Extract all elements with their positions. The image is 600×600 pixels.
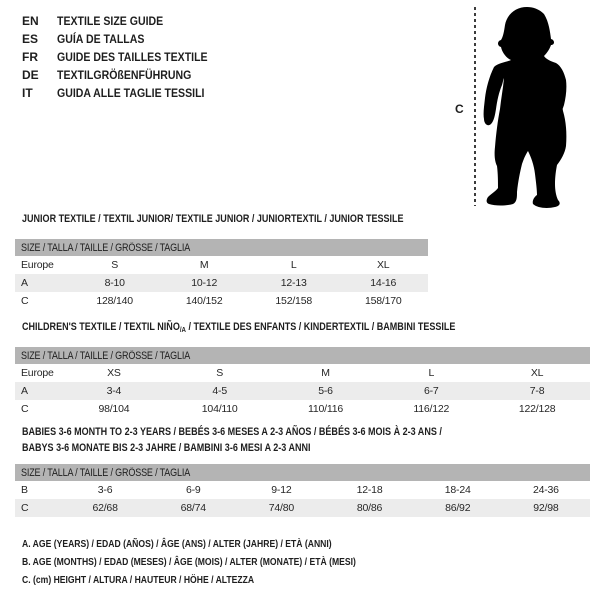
cell: 128/140: [96, 295, 133, 307]
lang-title: GUÍA DE TALLAS: [57, 32, 145, 46]
cell: S: [216, 367, 224, 379]
cell: S: [111, 259, 119, 271]
cell: XL: [530, 367, 544, 379]
lang-code: FR: [22, 50, 38, 64]
height-measure-label: C: [455, 102, 464, 116]
babies-title-line1: BABIES 3-6 MONTH TO 2-3 YEARS / BEBÉS 3-6 MESES A 2-3 AÑOS / BÉBÉS 3-6 MOIS À 2-3 ANS /: [22, 426, 442, 438]
lang-title: TEXTILE SIZE GUIDE: [57, 14, 164, 28]
legend: [22, 535, 429, 589]
size-header-text: SIZE / TALLA / TAILLE / GRÖSSE / TAGLIA: [21, 466, 191, 479]
size-header-bar: [15, 239, 428, 256]
cell: 14-16: [338, 274, 428, 292]
legend-line-c: [22, 571, 429, 589]
height-dotted-line: [474, 7, 476, 206]
cell: 122/128: [518, 403, 556, 415]
language-header: [22, 12, 228, 102]
cell: 7-8: [484, 382, 590, 400]
lang-title: GUIDA ALLE TAGLIE TESSILI: [57, 86, 205, 100]
lang-code: ES: [22, 32, 39, 46]
cell: 4-5: [167, 382, 273, 400]
lang-row-fr: [22, 48, 228, 66]
children-title-sub: /A: [179, 325, 186, 334]
cell: 152/158: [275, 295, 312, 307]
cell: 104/110: [201, 403, 238, 415]
junior-size-table: [15, 239, 428, 310]
row-label: A: [15, 382, 61, 400]
size-header-row: [15, 464, 590, 481]
table-row-height: [15, 400, 590, 418]
cell: L: [428, 367, 435, 379]
lang-code: IT: [22, 86, 33, 100]
lang-row-es: [22, 30, 228, 48]
cell: 140/152: [185, 295, 223, 307]
cell: 86/92: [414, 499, 502, 517]
babies-title-line2: BABYS 3-6 MONATE BIS 2-3 JAHRE / BAMBINI 3-6 MESI A 2-3 ANNI: [22, 442, 311, 454]
size-header-bar: [15, 347, 590, 364]
junior-title-text: JUNIOR TEXTILE / TEXTIL JUNIOR/ TEXTILE JUNIOR / JUNIORTEXTIL / JUNIOR TESSILE: [22, 213, 404, 225]
lang-code: DE: [22, 68, 39, 82]
junior-section-title: [22, 213, 487, 225]
cell: XL: [377, 259, 390, 271]
cell: 68/74: [149, 499, 237, 517]
lang-title: TEXTILGRÖßENFÜHRUNG: [57, 68, 192, 82]
cell: 9-12: [271, 484, 292, 496]
cell: 116/122: [413, 403, 450, 415]
cell: 110/116: [307, 403, 343, 415]
lang-row-en: [22, 12, 228, 30]
cell: L: [290, 259, 297, 271]
size-header-bar: [15, 464, 590, 481]
lang-code: EN: [22, 14, 39, 28]
cell: XS: [107, 367, 121, 379]
lang-row-de: [22, 66, 228, 84]
cell: 12-13: [249, 274, 339, 292]
cell: 62/68: [61, 499, 149, 517]
cell: 5-6: [273, 382, 379, 400]
cell: 10-12: [159, 274, 249, 292]
cell: 24-36: [532, 484, 559, 496]
babies-section-title: [22, 424, 534, 456]
cell: 158/170: [364, 295, 402, 307]
legend-text-b: B. AGE (MONTHS) / EDAD (MESES) / ÂGE (MOIS) / ALTER (MONATE) / ETÀ (MESI): [22, 556, 356, 568]
children-title-after: / TEXTILE DES ENFANTS / KINDERTEXTIL / BAMBINI TESSILE: [185, 321, 456, 333]
lang-row-it: [22, 84, 228, 102]
size-header-text: SIZE / TALLA / TAILLE / GRÖSSE / TAGLIA: [21, 349, 191, 362]
table-row-age: [15, 382, 590, 400]
cell: 3-6: [97, 484, 113, 496]
row-label: A: [15, 274, 70, 292]
cell: 6-7: [378, 382, 484, 400]
height-measure-figure: [440, 0, 600, 215]
size-header-row: [15, 347, 590, 364]
legend-line-b: [22, 553, 429, 571]
cell: 3-4: [61, 382, 167, 400]
size-header-row: [15, 239, 428, 256]
row-label: Europe: [21, 367, 54, 379]
cell: 92/98: [502, 499, 590, 517]
children-title-before: CHILDREN'S TEXTILE / TEXTIL NIÑO: [22, 321, 180, 333]
children-size-table: [15, 347, 590, 418]
table-row-height: [15, 499, 590, 517]
size-header-text: SIZE / TALLA / TAILLE / GRÖSSE / TAGLIA: [21, 241, 191, 254]
table-row-age-months: [15, 481, 590, 499]
row-label: B: [21, 484, 28, 496]
cell: 98/104: [98, 403, 130, 415]
cell: 74/80: [237, 499, 325, 517]
cell: 18-24: [444, 484, 471, 496]
row-label: Europe: [21, 259, 54, 271]
cell: 8-10: [70, 274, 160, 292]
toddler-silhouette-icon: [482, 4, 594, 210]
legend-text-c: C. (cm) HEIGHT / ALTURA / HAUTEUR / HÖHE / ALTEZZA: [22, 574, 255, 586]
row-label: C: [15, 499, 61, 517]
cell: 6-9: [185, 484, 201, 496]
children-section-title: [22, 321, 551, 334]
table-row-europe: [15, 364, 590, 382]
row-label: C: [21, 403, 29, 415]
table-row-age: [15, 274, 428, 292]
children-title-text: [22, 321, 455, 334]
cell: 80/86: [325, 499, 413, 517]
cell: M: [199, 259, 209, 271]
cell: 12-18: [356, 484, 383, 496]
legend-line-a: [22, 535, 429, 553]
row-label: C: [21, 295, 29, 307]
babies-size-table: [15, 464, 590, 517]
table-row-europe: [15, 256, 428, 274]
cell: M: [321, 367, 330, 379]
legend-text-a: A. AGE (YEARS) / EDAD (AÑOS) / ÂGE (ANS) / ALTER (JAHRE) / ETÀ (ANNI): [22, 538, 332, 550]
table-row-height: [15, 292, 428, 310]
lang-title: GUIDE DES TAILLES TEXTILE: [57, 50, 208, 64]
